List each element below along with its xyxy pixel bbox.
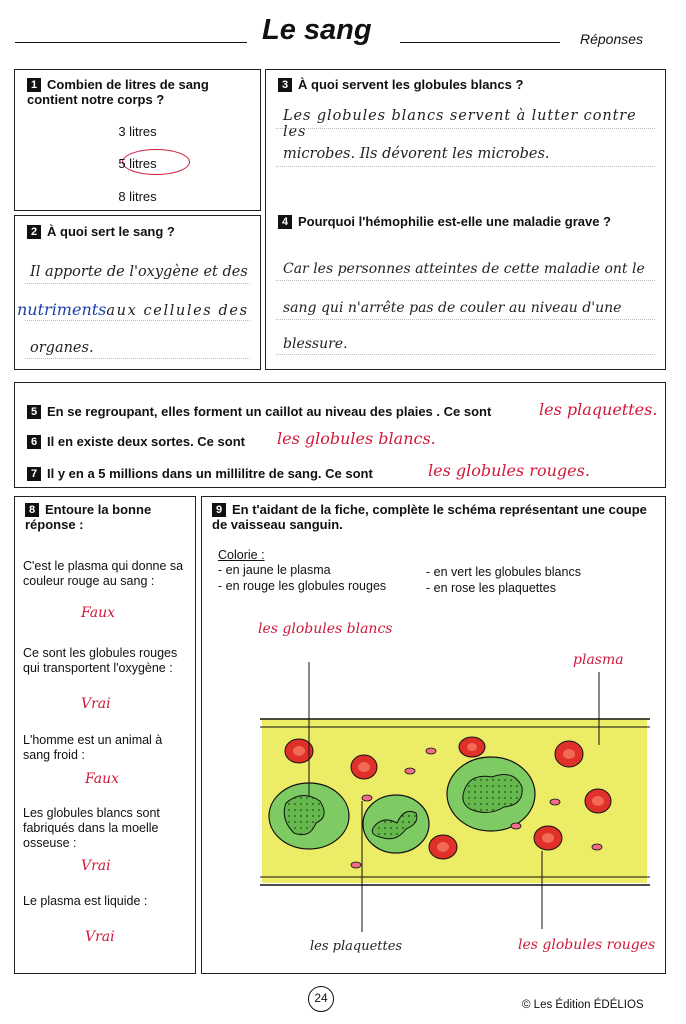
red-blood-cell [459,737,485,757]
answer-7: les globules rouges. [428,461,590,480]
option-3-litres[interactable]: 3 litres [118,124,157,139]
answer-8-2[interactable]: Vrai [81,696,111,712]
question-7-text: Il y en a 5 millions dans un millilitre de sang. Ce sont [47,466,373,481]
statement-4: Les globules blancs sont fabriqués dans la moelle osseuse : [23,806,160,850]
question-number: 4 [278,215,292,229]
answer-4-line-2: sang qui n'arrête pas de couler au niveau d'une [283,300,622,316]
statement-2: Ce sont les globules rouges qui transportent l'oxygène : [23,646,178,675]
question-8-box [14,496,196,974]
colorie-item-4: - en rose les plaquettes [426,581,556,595]
platelet [362,795,372,801]
question-1-text: Combien de litres de sang contient notre corps ? [27,77,209,107]
answer-4-line-3: blessure. [283,336,348,352]
colorie-title: Colorie : [218,548,265,562]
question-number: 6 [27,435,41,449]
label-plasma: plasma [573,652,624,668]
question-2-box [14,215,261,370]
answer-2-line-2-text: aux cellules des [106,303,249,319]
ruled-line [276,166,655,167]
statement-3: L'homme est un animal à sang froid : [23,733,163,762]
question-3 [278,77,523,92]
answer-3-line-1: Les globules blancs servent à lutter contre les [283,108,637,140]
platelet [351,862,361,868]
question-5-text: En se regroupant, elles forment un caillot au niveau des plaies . Ce sont [47,404,492,419]
question-3-4-box [265,69,666,370]
answer-6: les globules blancs. [277,429,436,448]
header-rule-left [15,42,247,43]
question-2-text: À quoi sert le sang ? [47,224,175,239]
red-blood-cell [534,826,562,850]
answer-8-1[interactable]: Faux [81,605,116,621]
colorie-item-3: - en rouge les globules rouges [218,579,387,593]
question-8-text: Entoure la bonne réponse : [25,502,152,532]
question-4 [278,214,652,229]
platelet [511,823,521,829]
blood-vessel-diagram [202,657,664,957]
answer-8-3[interactable]: Faux [85,771,120,787]
question-3-text: À quoi servent les globules blancs ? [298,77,524,92]
question-number: 3 [278,78,292,92]
label-platelets: les plaquettes [310,939,403,954]
ruled-line [25,358,250,359]
question-number: 5 [27,405,41,419]
ruled-line [276,280,655,281]
answer-3-line-2: microbes. Ils dévorent les microbes. [283,146,550,162]
question-9-box [201,496,666,974]
answer-2-line-2 [17,300,249,319]
answer-8-4[interactable]: Vrai [81,858,111,874]
ruled-line [276,319,655,320]
red-blood-cell [429,835,457,859]
ruled-line [25,283,250,284]
ruled-line [276,128,655,129]
question-1-box [14,69,261,211]
question-2 [27,224,175,239]
red-blood-cell [585,789,611,813]
question-4-text: Pourquoi l'hémophilie est-elle une maladie grave ? [298,214,611,229]
answer-2-blue-word: nutriments [17,300,107,319]
page-subtitle: Réponses [580,31,644,47]
question-7 [27,466,373,481]
statement-5: Le plasma est liquide : [23,894,148,908]
question-6-text: Il en existe deux sortes. Ce sont [47,434,245,449]
questions-5-7-box [14,382,666,488]
ruled-line [276,354,655,355]
question-8 [25,502,187,532]
label-white-cells: les globules blancs [258,621,393,637]
platelet [426,748,436,754]
answer-8-5[interactable]: Vrai [85,929,115,945]
colorie-item-1: - en jaune le plasma [218,563,331,577]
question-number: 1 [27,78,41,92]
white-blood-cell [447,757,535,831]
platelet [405,768,415,774]
colorie-item-2: - en vert les globules blancs [426,565,581,579]
label-red-cells: les globules rouges [518,937,656,953]
header-rule-right [400,42,560,43]
question-number: 8 [25,503,39,517]
answer-5: les plaquettes. [539,400,658,419]
question-1 [27,77,252,107]
question-6 [27,434,245,449]
option-8-litres[interactable]: 8 litres [118,189,157,204]
question-5 [27,404,491,419]
answer-2-line-1: Il apporte de l'oxygène et des [30,264,248,280]
statement-1: C'est le plasma qui donne sa couleur rouge au sang : [23,559,184,588]
platelet [550,799,560,805]
red-blood-cell [555,741,583,767]
red-blood-cell [351,755,377,779]
option-5-litres[interactable]: 5 litres [118,156,157,171]
question-9-text: En t'aidant de la fiche, complète le schéma représentant une coupe de vaisseau sanguin. [212,502,647,532]
copyright: © Les Édition ÉDÉLIOS [522,999,644,1011]
white-blood-cell [363,795,429,853]
ruled-line [25,320,250,321]
question-number: 7 [27,467,41,481]
platelet [592,844,602,850]
page-number: 24 [314,991,328,1005]
answer-4-line-1: Car les personnes atteintes de cette maladie ont le [283,261,645,277]
page-title: Le sang [262,14,372,46]
question-9 [212,502,652,532]
question-number: 9 [212,503,226,517]
answer-2-line-3: organes. [30,340,94,356]
question-number: 2 [27,225,41,239]
